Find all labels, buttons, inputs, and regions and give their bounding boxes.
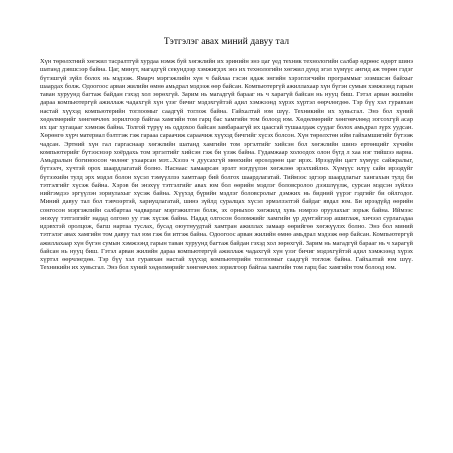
document-title: Тэтгэлэг авах миний давуу тал — [163, 37, 290, 47]
document-body: Хүн төрөлхтний хөгжил тасралтгүй хурдаа нэмж буй хөгжлийн их эринийн энэ цаг үед техник технологийн салбар өдрөөс өдөрт шинэ шатанд дэвшсээр байна. Цаг, минут, магадгүй секундээр хэмжигдэх энэ их технологийн хөгжил дунд эгэл хүмүүс ангид аж төрөн гэдэг бүтэшгүй зүйл болох нь мэдээж. Ямарч мэргэжлийн хүн ч байлаа гэсэн ядаж энгийн хэрэглэгчийн программыг эзэмшсэн байхыг шаардах болж. Одоогоос арван жилийн өмнө амьдрал мэдээж өөр байсан. Компьютергүй ажиллахаар хүн бүгэн сумын хэмжээнд гарын таван хуруунд багтаж байдан гэхэд хол зөрөхгүй. Зарим нь магадгүй барааг нь ч харагүй байсан нь нууц биш. Гэтэл арван жилийн дараа компьютергүй ажиллаж чадахгүй хүн үзэг бичиг мэдэхгүйтэй адил хэмжээнд хүрэх хүртэл өөрчлөгдөө. Тэр бүү хэл гуравхан настай хүүхэд компьютерийн тоглоомыг саадгүй тоглож байна. Гайхалтай юм шүү. Техникийн их хувьсгал. Энэ бол хүний хөдөлмөрийг хөнгөвчлөх зорилгоор байгаа хамгийн том гарц бас хамгийн том болоод юм. Хөдөлмөрийг хөнгөвчлөөд зогсохгүй асар их цаг хугацааг хэмнэж байна. Толгой түрүү нь оддохоо байсан замбараагүй их цаасгай тушаалдаж суудаг болох амьдрал зүрх уудсан. Хөрөнгө хүрч материал бэлтгэж гэж гарааа сараачиж сараачиж хүүхэд бичгийг хүсэх болсон. Хүн төрөлхтөн ийм гайхамшигийг бүтээж чадсан. Эртний хүн гал гаргаснаар хөгжлийн шатанд хамгийн том эргэлтийг хийсэн бол хөгжлийн шинэ ертөнцийг хүчийн компьютерийг бүтээснээр хоёрдахь том эргэлтийг хийсэн гэж би үзэж байна. Гудамжаар холоодох олон бүгд л хаа нэг тийшээ яарна. Амьдралын богиноосон чөлөөг ухаарсан мэт...Хэзээ ч дуусахгүй мөнхийн өрсөлдөөн цаг ирэх. Ирээдүйн цагт хүмүүс сайжралыг, бүтээлч, хүчтэй орох шаардлагатай болно. Наснаас хамаарсан эрэлт нэгдүүлэн хөгжлөө эрэлхийлнэ. Хүмүүс илүү сайн ирээдүйг бүтээхийн тулд эрх мэдэл болон хүсэл тэмүүллээ хамтгаар бий болгох шаардлагатай. Тиймээс эдгээр шаардлагыг хангахын тулд би тэтгэлгийг хүсэж байна. Хэрэв би энэхүү тэтгэлгийг авах юм бол өөрийн мэдлэг боловсролоо дээшлүүлж, сурсан мэдсэн зүйлээ нийгэмдээ эргүүлэн зориулахыг хүсэж байна. Хүүхэд бүрийн мэдлэг боловсролыг дэмжих нь бидний үүрэг гэдгийг би ойлгодог. Миний давуу тал бол тэвчээртэй, хариуцлагатай, шинэ зүйлд суралцах хүсэл эрмэлзэлтэй байдаг явдал юм. Би ирээдүйд өөрийн сонгосон мэргэжлийн салбартаа чадварлаг мэргэжилтэн болж, эх орныхоо хөгжилд хувь нэмрээ оруулахыг зорьж байна. Иймээс энэхүү тэтгэлгийг надад олгоно уу гэж хүсэж байна. Надад олгосон боломжийг хамгийн үр дүнтэйгээр ашиглаж, хичээл сурлагадаа идэвхтэй оролцож, багш нартаа туслах, бусад оюутнуудтай хамтран ажиллах замаар өөрийгөө хөгжүүлэх болно. Энэ бол миний тэтгэлэг авах хамгийн том давуу тал юм гэж би итгэж байна. Одоогоос арван жилийн өмнө амьдрал мэдээж өөр байсан. Компьютергүй ажиллахаар хүн бүгэн сумын хэмжээнд гарын таван хуруунд багтаж байдан гэхэд хол зөрөхгүй. Зарим нь магадгүй барааг нь ч харагүй байсан нь нууц биш. Гэтэл арван жилийн дараа компьютергүй ажиллаж чадахгүй хүн үзэг бичиг мэдэхгүйтэй адил хэмжээнд хүрэх хүртэл өөрчлөгдөө. Тэр бүү хэл гуравхан настай хүүхэд компьютерийн тоглоомыг саадгүй тоглож байна. Гайхалтай юм шүү. Техникийн их хувьсгал. Энэ бол хүний хөдөлмөрийг хөнгөвчлөх зорилгоор байгаа хамгийн том гарц бас хамгийн том болоод юм. — [40, 58, 413, 272]
